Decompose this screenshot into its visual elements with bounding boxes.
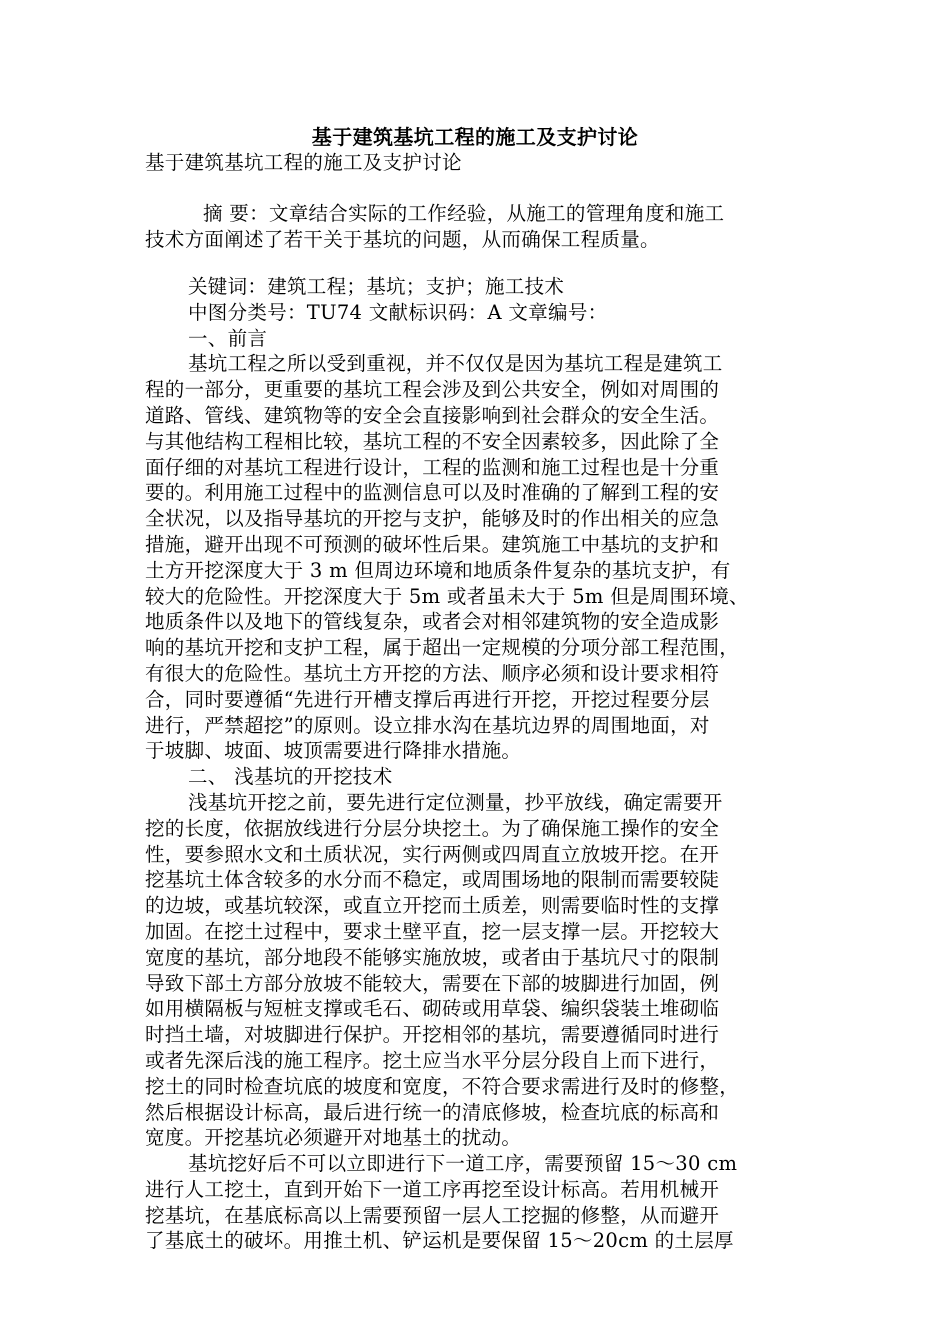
paragraph-line: 了基底土的破坏。用推土机、铲运机是要保留 15～20cm 的土层厚 — [145, 1229, 734, 1253]
paragraph-line: 进行人工挖土，直到开始下一道工序再挖至设计标高。若用机械开 — [145, 1177, 720, 1201]
paragraph-line: 或者先深后浅的施工程序。挖土应当水平分层分段自上而下进行， — [145, 1048, 720, 1072]
paragraph-line: 时挡土墙，对坡脚进行保护。开挖相邻的基坑，需要遵循同时进行 — [145, 1023, 720, 1047]
paragraph-line: 地质条件以及地下的管线复杂，或者会对相邻建筑物的安全造成影 — [145, 610, 720, 634]
paragraph-line: 挖基坑，在基底标高以上需要预留一层人工挖掘的修整，从而避开 — [145, 1203, 720, 1227]
section2-paragraph — [145, 790, 805, 1151]
paragraph-line: 程的一部分，更重要的基坑工程会涉及到公共安全，例如对周围的 — [145, 378, 720, 402]
document-title: 基于建筑基坑工程的施工及支护讨论 — [311, 125, 639, 149]
main-text-block — [145, 274, 805, 1254]
classification: 中图分类号：TU74 文献标识码：A 文章编号： — [188, 300, 608, 324]
paragraph-line: 与其他结构工程相比较，基坑工程的不安全因素较多，因此除了全 — [145, 429, 720, 453]
abstract-block — [145, 201, 805, 253]
paragraph-line: 面仔细的对基坑工程进行设计，工程的监测和施工过程也是十分重 — [145, 455, 720, 479]
section-heading: 二、 浅基坑的开挖技术 — [188, 765, 393, 789]
paragraph-line: 然后根据设计标高，最后进行统一的清底修坡，检查坑底的标高和 — [145, 1100, 720, 1124]
paragraph-line: 响的基坑开挖和支护工程，属于超出一定规模的分项分部工程范围， — [145, 636, 740, 660]
paragraph-line: 有很大的危险性。基坑土方开挖的方法、顺序必须和设计要求相符 — [145, 661, 720, 685]
paragraph-line: 进行，严禁超挖”的原则。设立排水沟在基坑边界的周围地面，对 — [145, 713, 710, 737]
paragraph-line: 挖土的同时检查坑底的坡度和宽度，不符合要求需进行及时的修整， — [145, 1074, 740, 1098]
paragraph-line: 较大的危险性。开挖深度大于 5m 或者虽未大于 5m 但是周围环境、 — [145, 584, 749, 608]
paragraph-line: 挖基坑土体含较多的水分而不稳定，或周围场地的限制而需要较陡 — [145, 868, 720, 892]
paragraph-line: 全状况，以及指导基坑的开挖与支护，能够及时的作出相关的应急 — [145, 507, 720, 531]
abstract-line: 摘 要：文章结合实际的工作经验，从施工的管理角度和施工 — [203, 202, 725, 225]
paragraph-line: 如用横隔板与短桩支撑或毛石、砌砖或用草袋、编织袋装土堆砌临 — [145, 997, 720, 1021]
paragraph-line: 导致下部土方部分放坡不能较大，需要在下部的坡脚进行加固，例 — [145, 971, 720, 995]
paragraph-line: 的边坡，或基坑较深，或直立开挖而土质差，则需要临时性的支撑 — [145, 894, 720, 918]
paragraph-line: 性，要参照水文和土质状况，实行两侧或四周直立放坡开挖。在开 — [145, 842, 720, 866]
paragraph-line: 基坑挖好后不可以立即进行下一道工序，需要预留 15～30 cm — [188, 1152, 738, 1176]
paragraph-line: 浅基坑开挖之前，要先进行定位测量，抄平放线，确定需要开 — [188, 790, 723, 814]
keywords: 关键词：建筑工程；基坑；支护；施工技术 — [188, 275, 565, 298]
paragraph-line: 加固。在挖土过程中，要求土壁平直，挖一层支撑一层。开挖较大 — [145, 919, 720, 943]
paragraph-line: 合，同时要遵循“先进行开槽支撑后再进行开挖，开挖过程要分层 — [145, 687, 710, 711]
paragraph-line: 要的。利用施工过程中的监测信息可以及时准确的了解到工程的安 — [145, 481, 720, 505]
subtitle-block — [145, 150, 805, 176]
paragraph-line: 于坡脚、坡面、坡顶需要进行降排水措施。 — [145, 739, 522, 763]
section2-paragraph — [145, 1151, 805, 1254]
paragraph-line: 挖的长度，依据放线进行分层分块挖土。为了确保施工操作的安全 — [145, 816, 720, 840]
section1-paragraph — [145, 351, 805, 764]
paragraph-line: 宽度。开挖基坑必须避开对地基土的扰动。 — [145, 1126, 522, 1150]
paragraph-line: 基坑工程之所以受到重视，并不仅仅是因为基坑工程是建筑工 — [188, 352, 723, 376]
document-subtitle: 基于建筑基坑工程的施工及支护讨论 — [145, 151, 462, 174]
paragraph-line: 措施，避开出现不可预测的破坏性后果。建筑施工中基坑的支护和 — [145, 532, 720, 556]
paragraph-line: 道路、管线、建筑物等的安全会直接影响到社会群众的安全生活。 — [145, 403, 720, 427]
section-heading: 一、前言 — [188, 326, 268, 350]
abstract-line: 技术方面阐述了若干关于基坑的问题，从而确保工程质量。 — [145, 227, 660, 251]
paragraph-line: 宽度的基坑，部分地段不能够实施放坡，或者由于基坑尺寸的限制 — [145, 945, 720, 969]
paragraph-line: 土方开挖深度大于 3 m 但周边环境和地质条件复杂的基坑支护，有 — [145, 558, 731, 582]
